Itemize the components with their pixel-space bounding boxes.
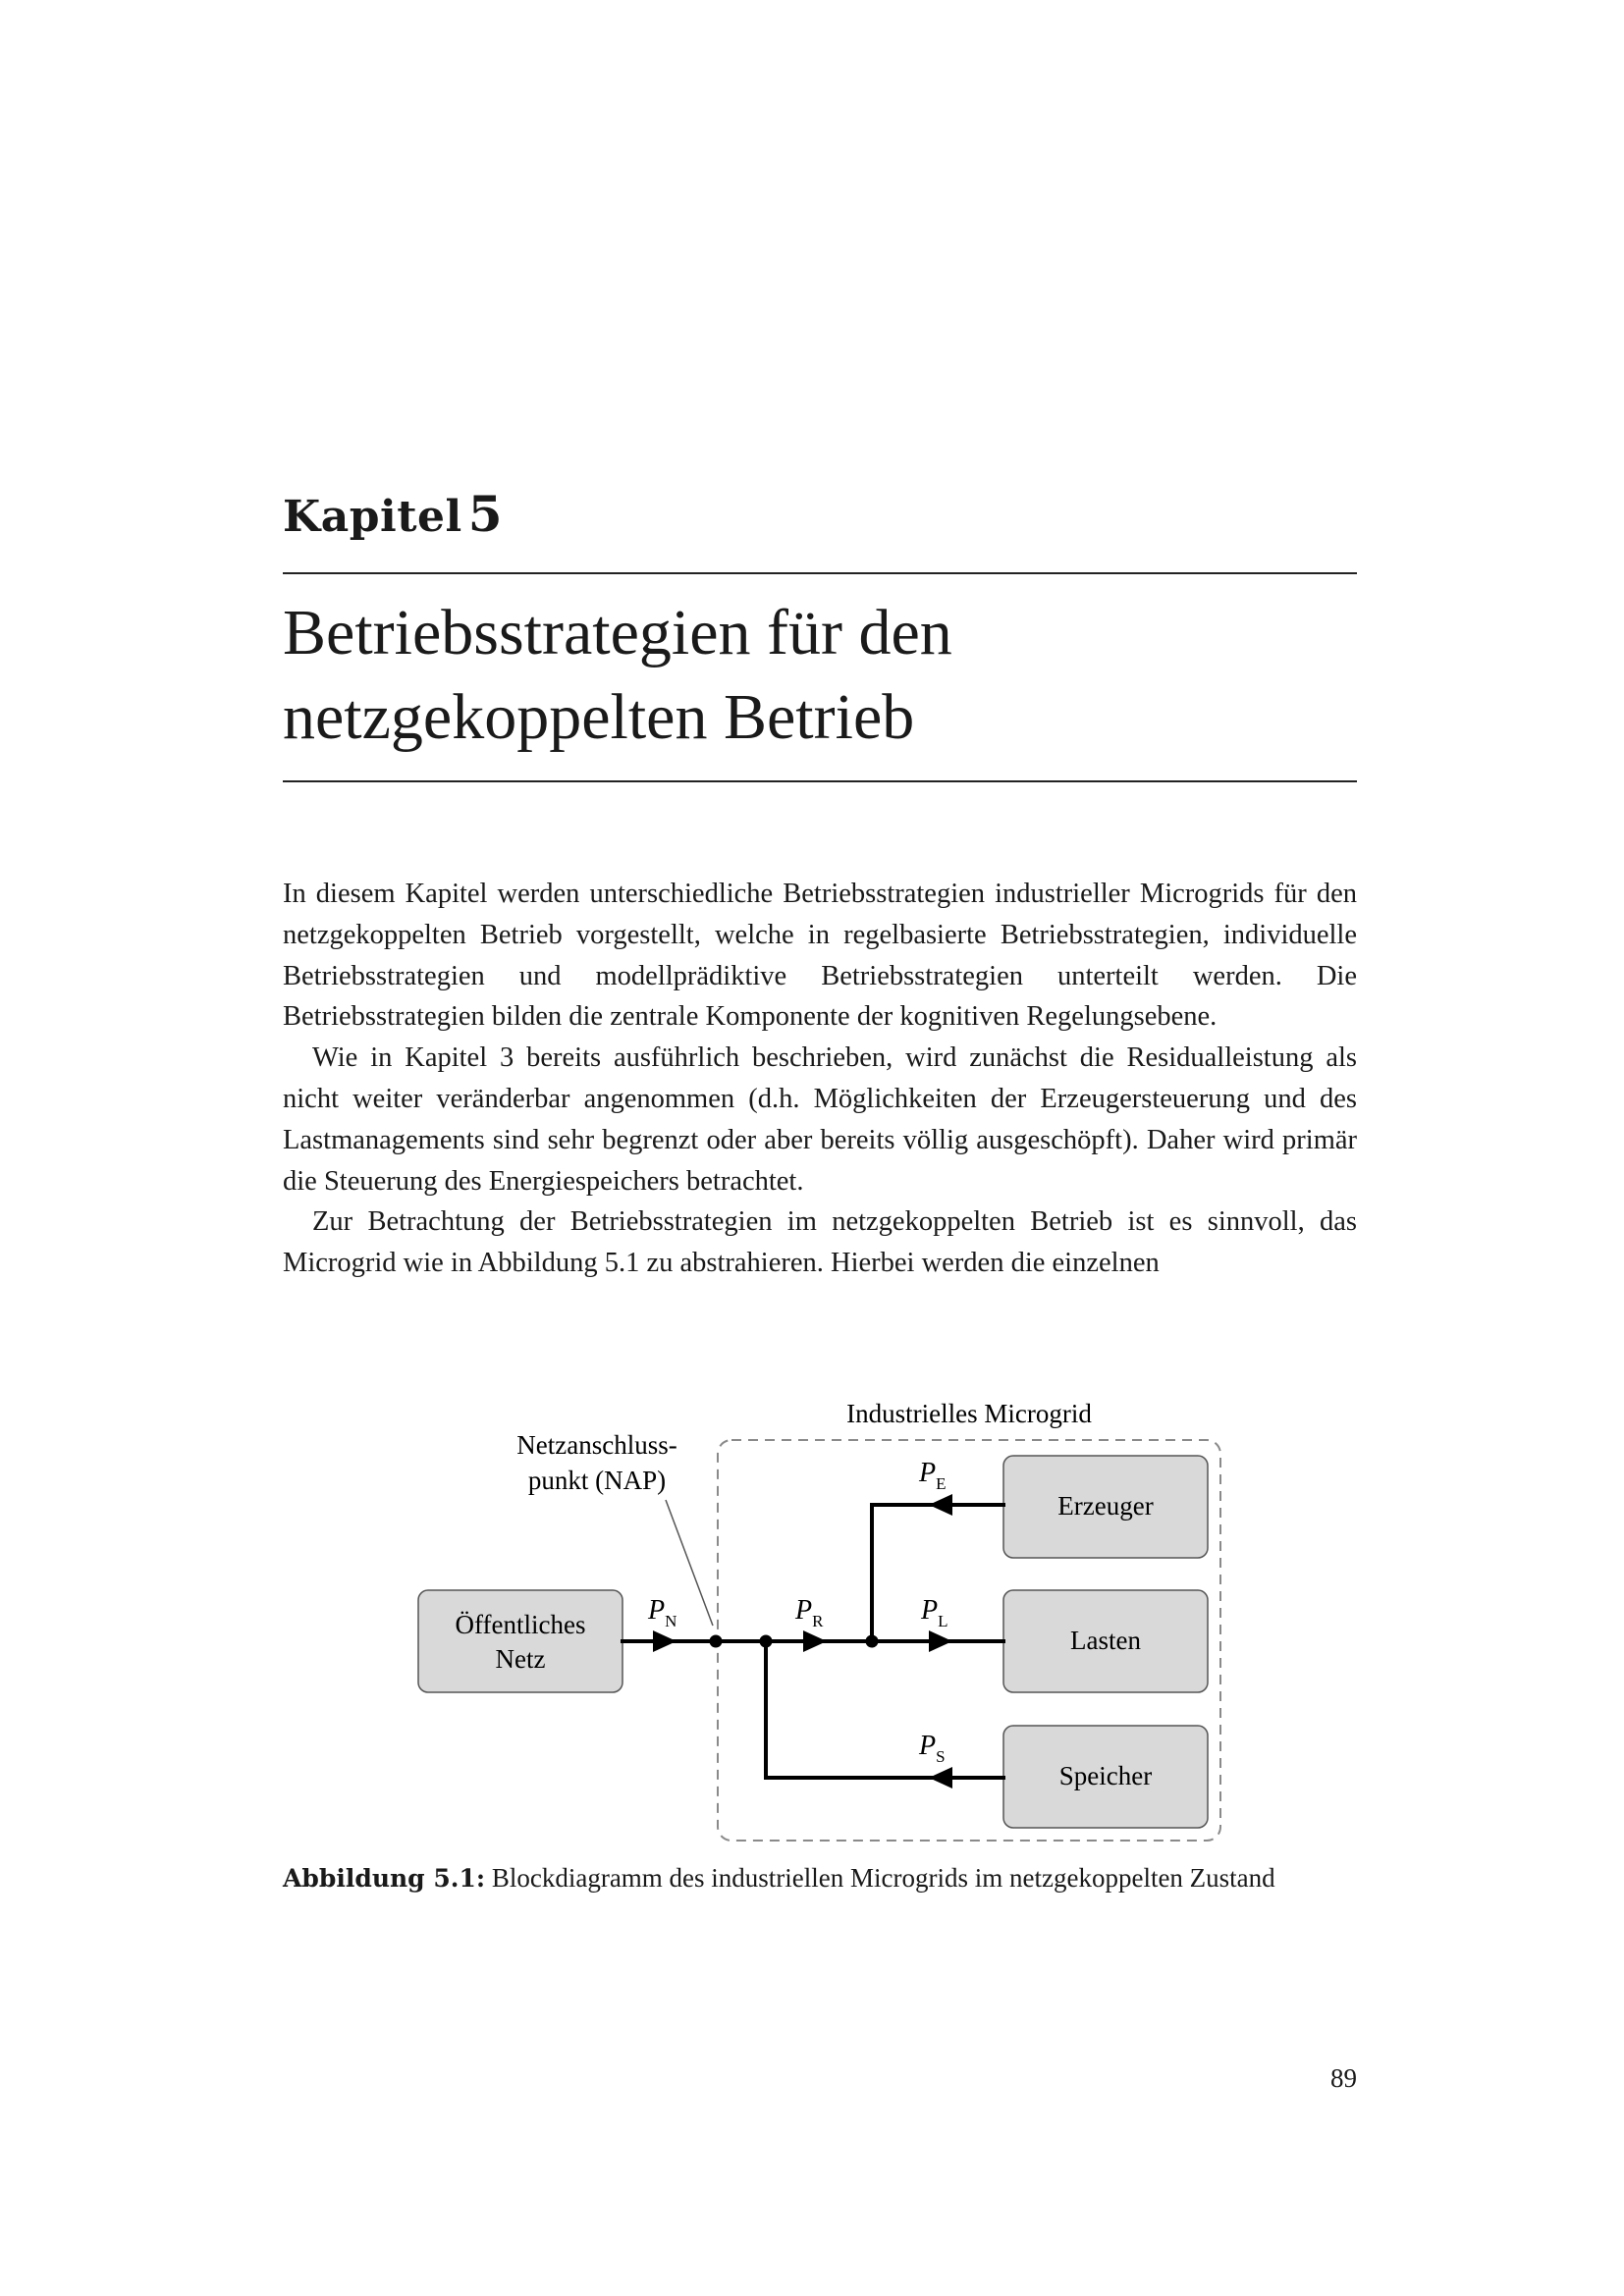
public-grid-label-line1: Öffentliches [455,1610,586,1639]
microgrid-label: Industrielles Microgrid [846,1399,1092,1428]
pr-label: $P_R$ [795,1595,824,1630]
paragraph-1: In diesem Kapitel werden unterschiedliche Betriebsstrategien industrieller Microgrids für den netzgekoppelten Betrieb vorgestellt, welche in regelbasierte Betriebsstrategien, individuelle Betriebsstrategien und modellprädiktive Betriebsstrategien unterteilt werden. Die Betriebsstrategien bilden die zentrale Komponente der kognitiven Regelungsebene. [283,879,1357,1033]
pe-arrowhead [929,1494,952,1516]
figure-caption [283,1863,1357,1894]
public-grid-label-line2: Netz [495,1644,546,1674]
chapter-title-line2: netzgekoppelten Betrieb [283,681,915,753]
paragraph-3: Zur Betrachtung der Betriebsstrategien im netzgekoppelten Betrieb ist es sinnvoll, das Microgrid wie in Abbildung 5.1 zu abstrahieren. Hierbei werden die einzelnen [283,1206,1357,1279]
pr-arrowhead [803,1630,827,1652]
chapter-title-line1: Betriebsstrategien für den [283,597,952,668]
public-grid-box [418,1590,623,1692]
pl-arrowhead [929,1630,952,1652]
storage-branch-line [766,1641,1003,1778]
chapter-word: Kapitel [283,492,462,542]
ps-label: $P_S$ [919,1731,946,1766]
producer-label: Erzeuger [1057,1491,1154,1521]
ps-arrowhead [929,1767,952,1789]
chapter-number: 5 [467,485,504,543]
pe-label: $P_E$ [919,1458,947,1493]
caption-text: Blockdiagramm des industriellen Microgrids im netzgekoppelten Zustand [485,1863,1275,1893]
storage-label: Speicher [1058,1761,1153,1790]
nap-junction-dot [710,1635,723,1648]
pn-arrowhead [653,1630,677,1652]
storage-junction-dot [760,1635,773,1648]
loads-label: Lasten [1070,1626,1141,1655]
pn-label: $P_N$ [648,1595,677,1630]
producer-junction-dot [866,1635,879,1648]
nap-label-line2: punkt (NAP) [527,1466,667,1495]
nap-label-line1: Netzanschluss- [516,1430,677,1460]
caption-label: Abbildung 5.1: [283,1864,486,1893]
pl-label: $P_L$ [921,1595,948,1630]
page-number: 89 [1330,2063,1357,2093]
nap-leader-line [666,1500,713,1626]
paragraph-2: Wie in Kapitel 3 bereits ausführlich beschrieben, wird zunächst die Residualleistung als nicht weiter veränderbar angenommen (d.h. Möglichkeiten der Erzeugersteuerung und des Lastmanagements sind sehr begrenzt oder aber bereits völlig ausgeschöpft). Daher wird primär die Steuerung des Energiespeichers betrachtet. [283,1042,1357,1197]
